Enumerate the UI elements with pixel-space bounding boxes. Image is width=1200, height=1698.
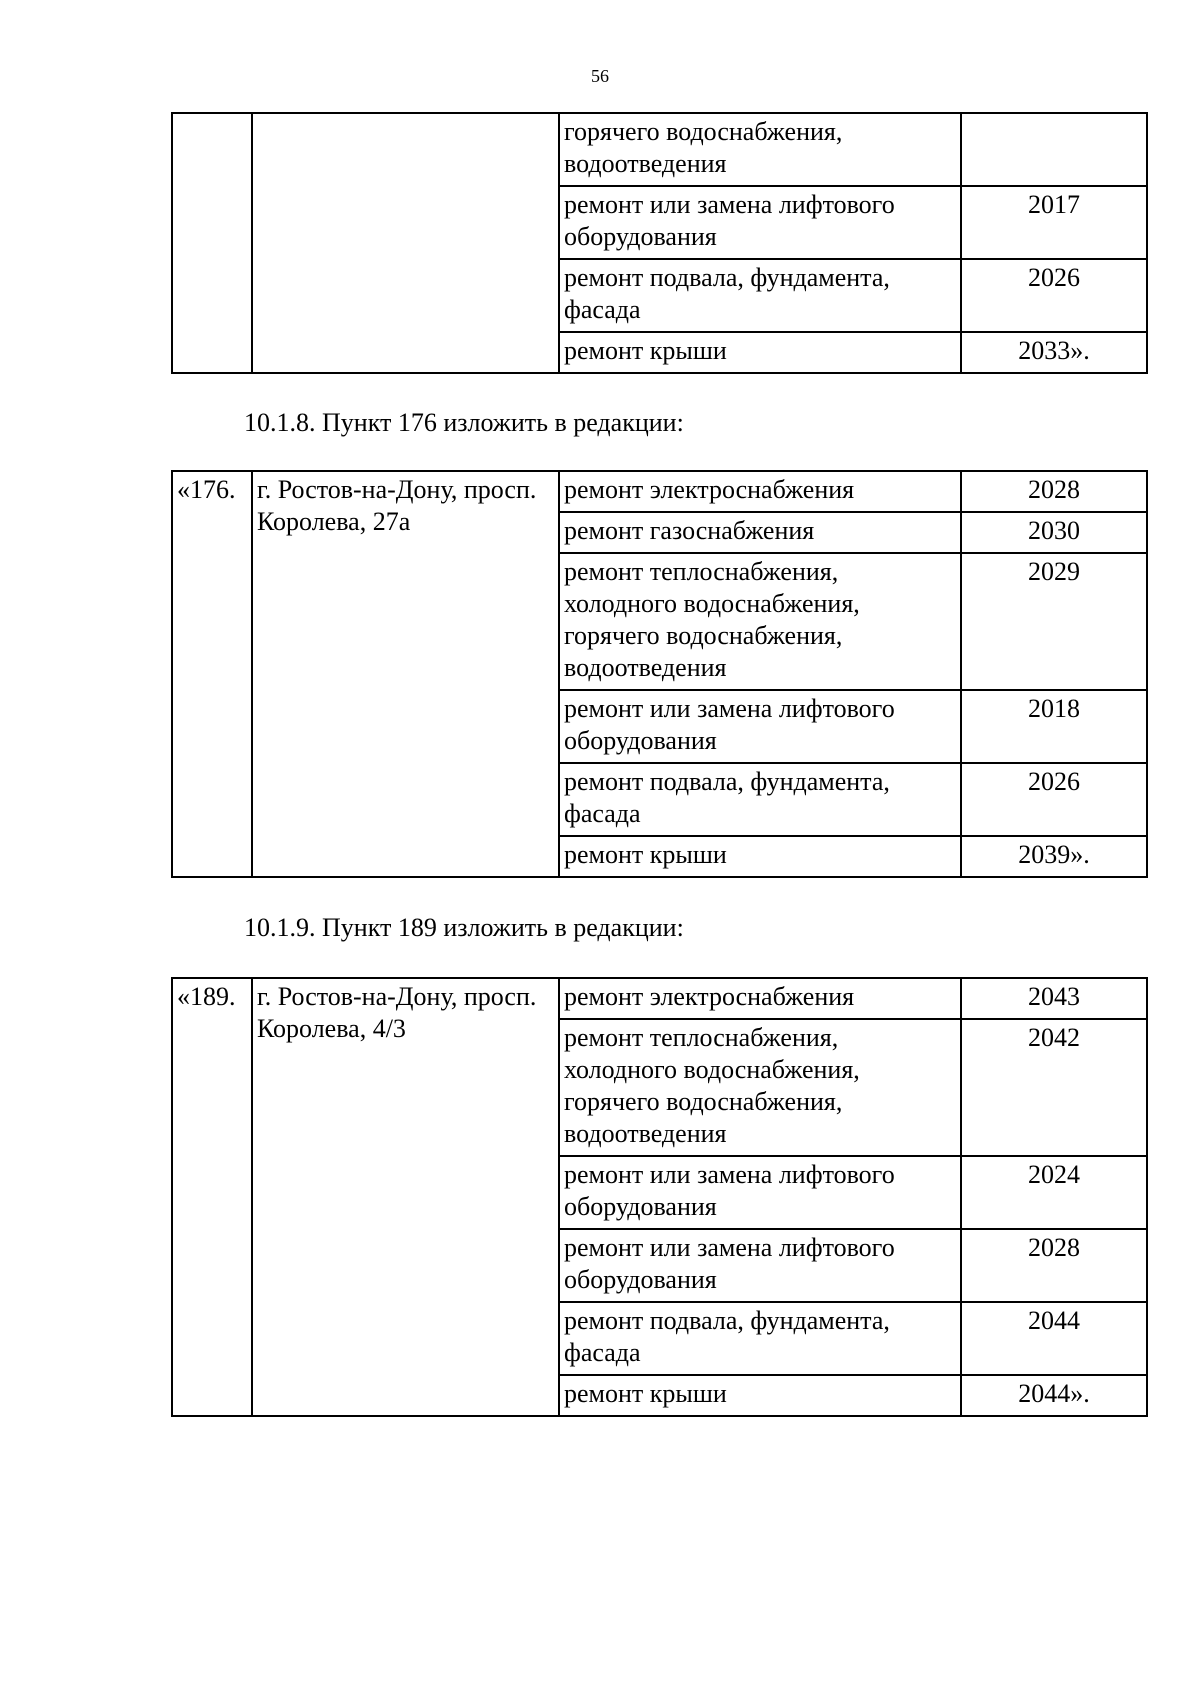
- work-cell: ремонт теплоснабжения, холодного водоснабжения, горячего водоснабжения, водоотведения: [559, 553, 961, 690]
- year-cell: [961, 113, 1147, 186]
- year-cell: 2028: [961, 1229, 1147, 1302]
- year-cell: 2042: [961, 1019, 1147, 1156]
- work-cell: ремонт газоснабжения: [559, 512, 961, 553]
- number-cell: «189.: [172, 978, 252, 1416]
- work-cell: ремонт подвала, фундамента, фасада: [559, 259, 961, 332]
- work-cell: ремонт или замена лифтового оборудования: [559, 1156, 961, 1229]
- work-cell: ремонт теплоснабжения, холодного водоснабжения, горячего водоснабжения, водоотведения: [559, 1019, 961, 1156]
- year-cell: 2044: [961, 1302, 1147, 1375]
- work-cell: ремонт или замена лифтового оборудования: [559, 690, 961, 763]
- address-cell: г. Ростов-на-Дону, просп. Королева, 27а: [252, 471, 559, 877]
- table-row: [172, 471, 1147, 512]
- work-cell: ремонт крыши: [559, 332, 961, 373]
- work-cell: горячего водоснабжения, водоотведения: [559, 113, 961, 186]
- year-cell: 2043: [961, 978, 1147, 1019]
- work-cell: ремонт или замена лифтового оборудования: [559, 186, 961, 259]
- year-cell: 2029: [961, 553, 1147, 690]
- number-cell: «176.: [172, 471, 252, 877]
- table-item-189: [171, 977, 1148, 1417]
- year-cell: 2026: [961, 763, 1147, 836]
- work-cell: ремонт электроснабжения: [559, 471, 961, 512]
- table-row: [172, 113, 1147, 186]
- year-cell: 2028: [961, 471, 1147, 512]
- table-row: [172, 978, 1147, 1019]
- paragraph-10-1-8: 10.1.8. Пункт 176 изложить в редакции:: [244, 408, 684, 437]
- work-cell: ремонт крыши: [559, 836, 961, 877]
- work-cell: ремонт или замена лифтового оборудования: [559, 1229, 961, 1302]
- paragraph-10-1-9: 10.1.9. Пункт 189 изложить в редакции:: [244, 913, 684, 942]
- year-cell: 2018: [961, 690, 1147, 763]
- table-continued: [171, 112, 1148, 374]
- address-cell: [252, 113, 559, 373]
- address-cell: г. Ростов-на-Дону, просп. Королева, 4/3: [252, 978, 559, 1416]
- year-cell: 2030: [961, 512, 1147, 553]
- year-cell: 2039».: [961, 836, 1147, 877]
- work-cell: ремонт подвала, фундамента, фасада: [559, 763, 961, 836]
- year-cell: 2017: [961, 186, 1147, 259]
- year-cell: 2026: [961, 259, 1147, 332]
- page-number: 56: [591, 66, 609, 86]
- table-item-176: [171, 470, 1148, 878]
- work-cell: ремонт крыши: [559, 1375, 961, 1416]
- year-cell: 2044».: [961, 1375, 1147, 1416]
- year-cell: 2024: [961, 1156, 1147, 1229]
- work-cell: ремонт электроснабжения: [559, 978, 961, 1019]
- work-cell: ремонт подвала, фундамента, фасада: [559, 1302, 961, 1375]
- number-cell: [172, 113, 252, 373]
- year-cell: 2033».: [961, 332, 1147, 373]
